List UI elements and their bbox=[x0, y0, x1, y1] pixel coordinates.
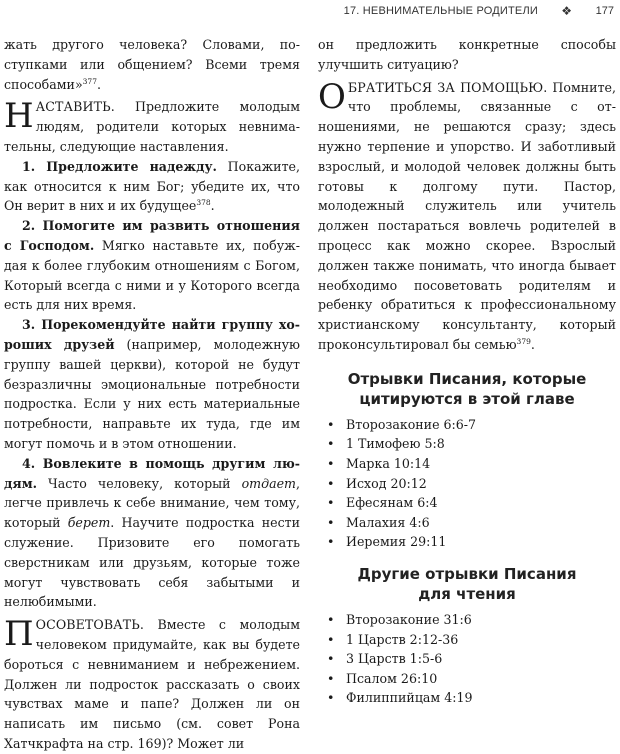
chapter-title: 17. НЕВНИМАТЕЛЬНЫЕ РОДИТЕЛИ bbox=[343, 5, 538, 17]
bullet-icon: • bbox=[327, 631, 335, 647]
drop-cap: О bbox=[318, 76, 346, 117]
bullet-icon: • bbox=[327, 690, 335, 706]
left-column bbox=[4, 35, 300, 754]
list-item: • Исход 20:12 bbox=[318, 474, 616, 494]
section-counsel: ПОСОВЕТОВАТЬ. Вместе с молодым человеком придумайте, как вы будете бороться с невниманием и небрежением. Должен ли подросток рассказать о своих чувствах маме и папе? Должен ли он написать им письмо (см. совет Рона Хатчкрафта на стр. 169)? Может ли bbox=[4, 614, 300, 751]
footnote-ref[interactable]: 377 bbox=[82, 76, 97, 86]
list-item: • Ефесянам 6:4 bbox=[318, 493, 616, 513]
bullet-icon: • bbox=[327, 455, 335, 471]
paragraph-continued: жать другого человека? Словами, поступками или общением? Всеми тремя способами»$^{377}$. bbox=[4, 37, 300, 92]
list-item-3: 3. Порекомендуйте найти группу хороших друзей (например, молодежную группу вашей церкви), которой не будут безразличны эмоциональные потребности подростка. Если у них есть материальные потребности, направьте их туда, где им могут помочь и в этом отношении. bbox=[4, 317, 300, 451]
section-advise: НАСТАВИТЬ. Предложите молодым людям, родители которых невнимательны, следующие наставления. bbox=[4, 96, 300, 154]
bullet-icon: • bbox=[327, 651, 335, 667]
drop-cap: П bbox=[4, 614, 34, 655]
footnote-ref[interactable]: 378 bbox=[196, 198, 211, 208]
list-item: • Псалом 26:10 bbox=[318, 669, 616, 689]
bullet-icon: • bbox=[327, 611, 335, 627]
list-item: • Малахия 4:6 bbox=[318, 513, 616, 533]
list-item: • 1 Царств 2:12-36 bbox=[318, 630, 616, 650]
list-item-4: 4. Вовлеките в помощь другим людям. Часто человеку, который отдает, легче привлечь к себе внимание, чем тому, который берет. Научите подростка нести служение. Призовите его помогать сверстникам или друзьям, которые тоже могут чувствовать себя забытыми и нелюбимыми. bbox=[4, 455, 300, 610]
bullet-icon: • bbox=[327, 534, 335, 550]
bullet-icon: • bbox=[327, 670, 335, 686]
bullet-icon: • bbox=[327, 416, 335, 432]
list-item: • 1 Тимофею 5:8 bbox=[318, 434, 616, 454]
running-header bbox=[0, 0, 620, 22]
section-heading: БРАТИТЬСЯ ЗА ПОМОЩЬЮ. bbox=[347, 79, 548, 95]
list-item: • Второзаконие 31:6 bbox=[318, 610, 616, 630]
bullet-icon: • bbox=[327, 495, 335, 511]
other-scriptures-list bbox=[318, 610, 616, 708]
other-scriptures-heading: Другие отрывки Писания для чтения bbox=[357, 564, 577, 603]
list-item-2: 2. Помогите им развить отношения с Господом. Мягко наставьте их, побуждая к более глубоким отношениям с Богом, Который всегда с ними и у Которого всегда есть для них время. bbox=[4, 218, 300, 313]
list-item: • Марка 10:14 bbox=[318, 454, 616, 474]
ornament-icon: ❖ bbox=[561, 4, 572, 18]
list-item: • Второзаконие 6:6-7 bbox=[318, 415, 616, 435]
bullet-icon: • bbox=[327, 475, 335, 491]
list-item: • 3 Царств 1:5-6 bbox=[318, 649, 616, 669]
section-heading: ОСОВЕТОВАТЬ. bbox=[35, 617, 144, 633]
list-item: • Иеремия 29:11 bbox=[318, 532, 616, 552]
paragraph-continued: он предложить конкретные способы улучшить ситуацию? bbox=[318, 37, 616, 72]
list-item-1: 1. Предложите надежду. Покажите, как относится к ним Бог; убедите их, что Он верит в них и их будущее$^{378}$. bbox=[4, 158, 300, 214]
section-get-help: ОБРАТИТЬСЯ ЗА ПОМОЩЬЮ. Помните, что проблемы, связанные с отношениями, не решаются сразу; здесь нужно терпение и упорство. И заботливый взрослый, и молодой человек должны быть готовы к долгому пути. Пастор, молодежный служитель или учитель должен постараться вовлечь родителей в процесс как можно скорее. Взрослый должен также понимать, что иногда бывает необходимо посоветовать родителям и ребенку обратиться к профессиональному христианскому консультанту, который проконсультировал бы семью$^{379}$. bbox=[318, 76, 617, 352]
bullet-icon: • bbox=[327, 436, 335, 452]
cited-scriptures-heading: Отрывки Писания, которые цитируются в этой главе bbox=[347, 369, 587, 408]
list-item: • Филиппийцам 4:19 bbox=[318, 688, 616, 708]
cited-scriptures-list bbox=[318, 415, 616, 552]
footnote-ref[interactable]: 379 bbox=[516, 336, 531, 346]
drop-cap: Н bbox=[4, 96, 34, 137]
page-number: 177 bbox=[595, 5, 614, 17]
bullet-icon: • bbox=[327, 514, 335, 530]
section-heading: АСТАВИТЬ. bbox=[35, 99, 115, 115]
right-column bbox=[318, 35, 616, 708]
